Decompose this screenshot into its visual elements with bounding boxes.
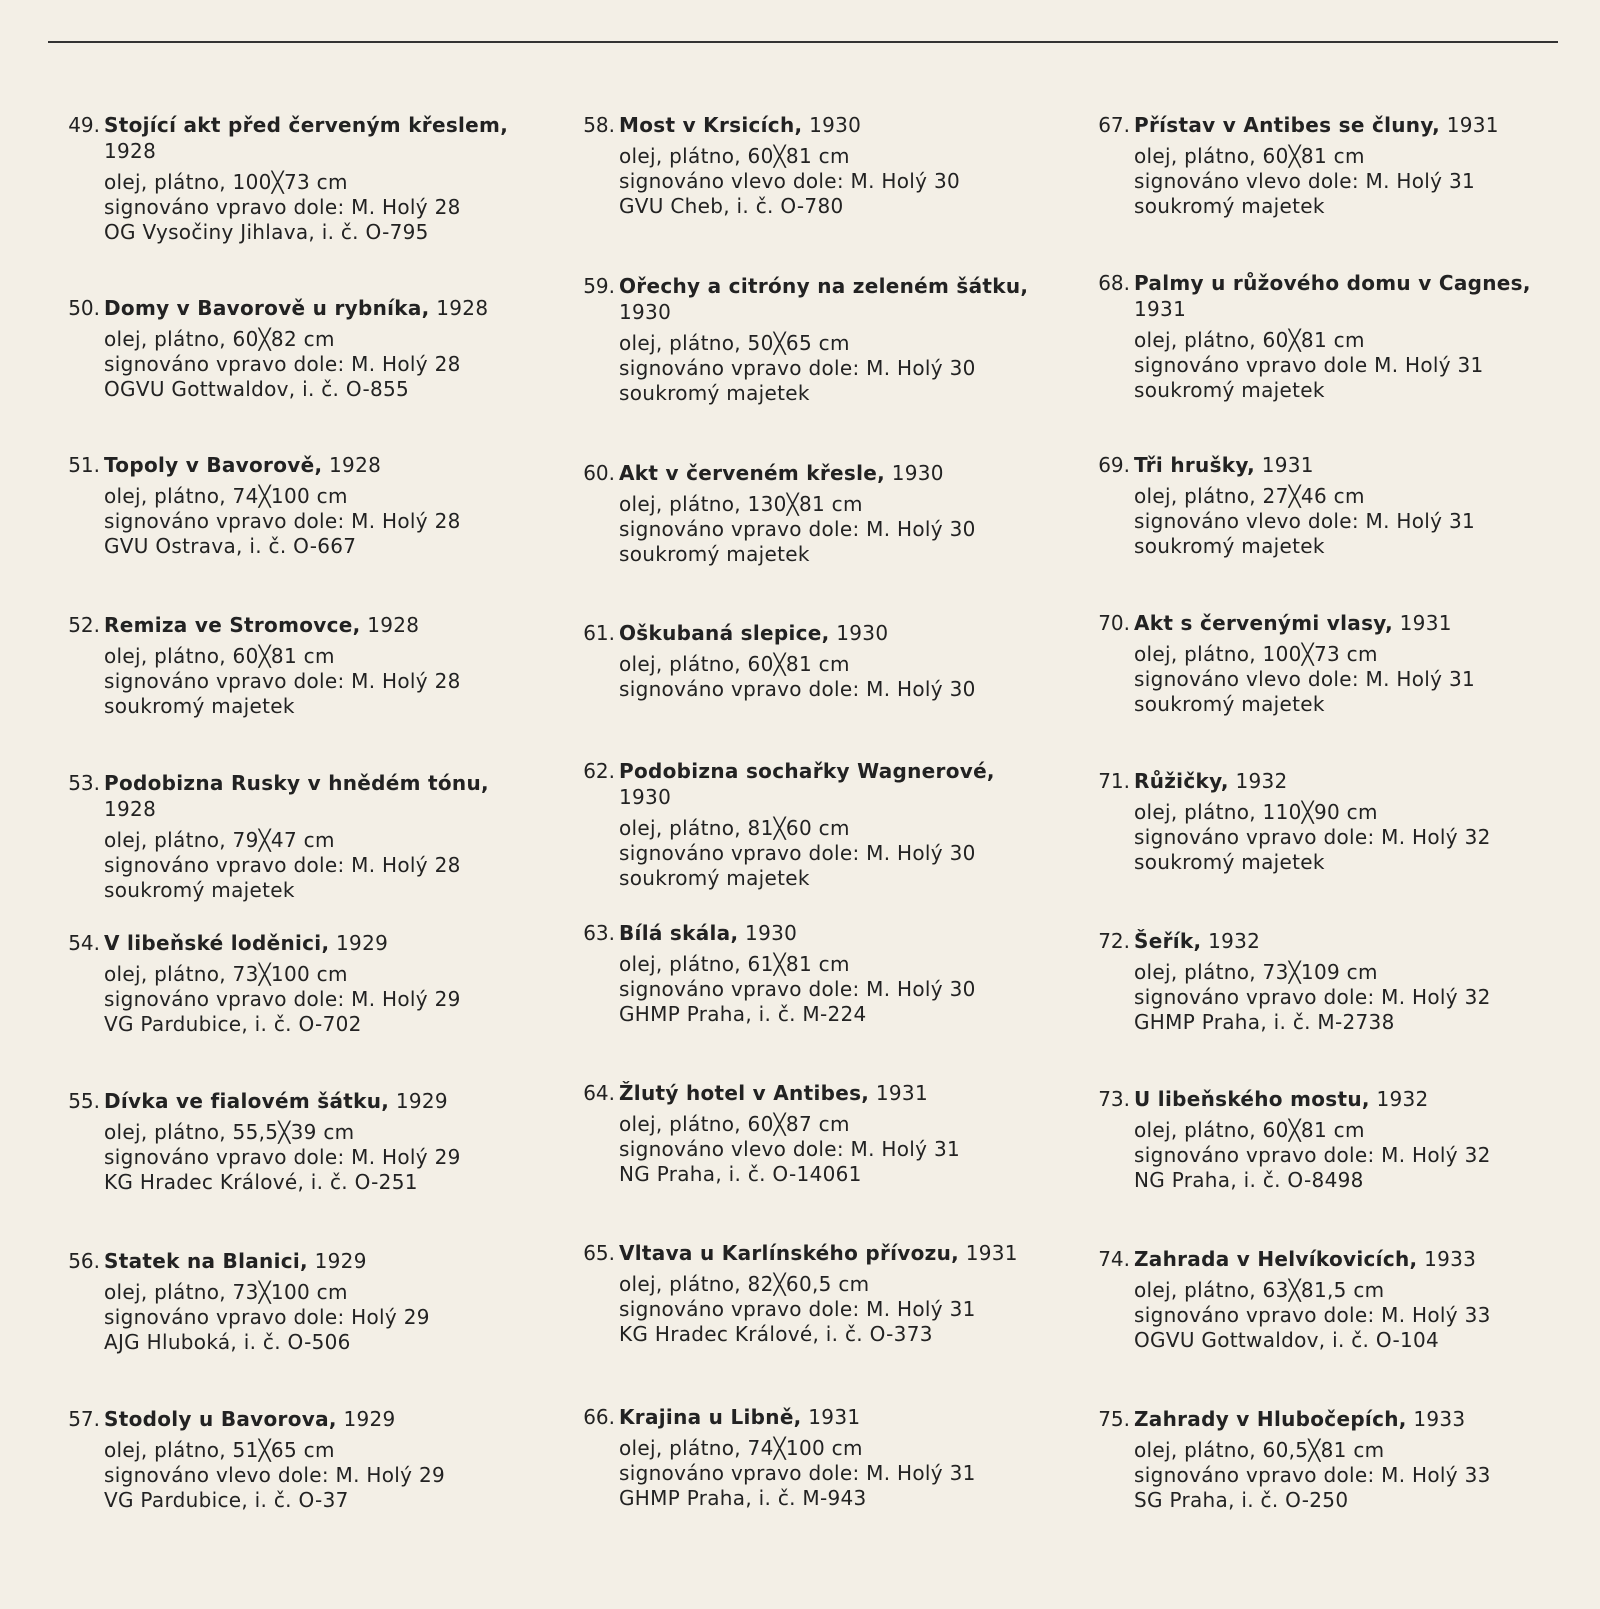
entry-title: Zahrady v Hlubočepích, xyxy=(1134,1407,1407,1431)
entry-medium: olej, plátno, 60╳81 cm xyxy=(104,644,335,668)
catalog-entry xyxy=(575,1080,1045,1187)
entry-location: GHMP Praha, i. č. M-224 xyxy=(619,1002,867,1026)
entry-number: 50. xyxy=(68,296,100,320)
catalog-entry xyxy=(575,112,1045,219)
entry-signature: signováno vlevo dole: M. Holý 30 xyxy=(619,169,961,193)
entry-title: Palmy u růžového domu v Cagnes, xyxy=(1134,271,1531,295)
entry-signature: signováno vpravo dole: M. Holý 33 xyxy=(1134,1303,1491,1327)
entry-location: GVU Ostrava, i. č. O-667 xyxy=(104,534,357,558)
entry-title: Statek na Blanici, xyxy=(104,1249,308,1273)
entry-title: V libeňské loděnici, xyxy=(104,931,330,955)
entry-year: 1931 xyxy=(1399,611,1452,635)
catalog-entry xyxy=(60,1406,530,1513)
entry-location: soukromý majetek xyxy=(1134,194,1325,218)
entry-location: soukromý majetek xyxy=(619,542,810,566)
entry-location: VG Pardubice, i. č. O-37 xyxy=(104,1488,349,1512)
catalog-entry xyxy=(575,1404,1045,1511)
entry-medium: olej, plátno, 60╳81 cm xyxy=(619,652,850,676)
entry-year: 1930 xyxy=(891,461,944,485)
entry-medium: olej, plátno, 130╳81 cm xyxy=(619,492,863,516)
catalog-entry xyxy=(60,295,530,402)
entry-title: Tři hrušky, xyxy=(1134,453,1256,477)
entry-number: 52. xyxy=(68,613,100,637)
catalog-entry xyxy=(575,273,1045,406)
entry-medium: olej, plátno, 74╳100 cm xyxy=(619,1436,863,1460)
entry-year: 1932 xyxy=(1376,1087,1429,1111)
entry-signature: signováno vpravo dole M. Holý 31 xyxy=(1134,353,1484,377)
entry-number: 70. xyxy=(1098,611,1130,635)
catalog-entry xyxy=(1090,1246,1560,1353)
entry-signature: signováno vpravo dole: M. Holý 29 xyxy=(104,1145,461,1169)
entry-title: Bílá skála, xyxy=(619,921,739,945)
entry-medium: olej, plátno, 79╳47 cm xyxy=(104,828,335,852)
entry-number: 60. xyxy=(583,461,615,485)
entry-title: Stojící akt před červeným křeslem, xyxy=(104,113,509,137)
entry-title: Akt v červeném křesle, xyxy=(619,461,886,485)
entry-medium: olej, plátno, 60,5╳81 cm xyxy=(1134,1438,1385,1462)
entry-signature: signováno vpravo dole: M. Holý 30 xyxy=(619,356,976,380)
entry-location: AJG Hluboká, i. č. O-506 xyxy=(104,1330,351,1354)
entry-number: 64. xyxy=(583,1081,615,1105)
entry-title: Dívka ve fialovém šátku, xyxy=(104,1089,390,1113)
entry-location: SG Praha, i. č. O-250 xyxy=(1134,1488,1349,1512)
entry-number: 75. xyxy=(1098,1407,1130,1431)
entry-medium: olej, plátno, 60╳81 cm xyxy=(1134,1118,1365,1142)
entry-medium: olej, plátno, 50╳65 cm xyxy=(619,331,850,355)
entry-number: 53. xyxy=(68,771,100,795)
entry-title: Růžičky, xyxy=(1134,769,1229,793)
entry-location: KG Hradec Králové, i. č. O-251 xyxy=(104,1170,418,1194)
entry-title: Remiza ve Stromovce, xyxy=(104,613,361,637)
entry-signature: signováno vlevo dole: M. Holý 31 xyxy=(619,1137,961,1161)
entry-location: soukromý majetek xyxy=(619,381,810,405)
entry-signature: signováno vpravo dole: M. Holý 32 xyxy=(1134,1143,1491,1167)
entry-signature: signováno vpravo dole: M. Holý 28 xyxy=(104,195,461,219)
entry-signature: signováno vpravo dole: M. Holý 32 xyxy=(1134,825,1491,849)
entry-number: 55. xyxy=(68,1089,100,1113)
entry-medium: olej, plátno, 61╳81 cm xyxy=(619,952,850,976)
entry-signature: signováno vlevo dole: M. Holý 31 xyxy=(1134,667,1476,691)
entry-location: OGVU Gottwaldov, i. č. O-104 xyxy=(1134,1328,1440,1352)
entry-year: 1933 xyxy=(1413,1407,1466,1431)
entry-signature: signováno vpravo dole: M. Holý 32 xyxy=(1134,985,1491,1009)
entry-location: OGVU Gottwaldov, i. č. O-855 xyxy=(104,377,410,401)
catalog-entry xyxy=(60,112,530,245)
entry-title: Šeřík, xyxy=(1134,929,1202,953)
entry-medium: olej, plátno, 110╳90 cm xyxy=(1134,800,1378,824)
entry-title: Topoly v Bavorově, xyxy=(104,453,323,477)
entry-year: 1930 xyxy=(836,621,889,645)
top-rule xyxy=(48,41,1558,43)
entry-signature: signováno vpravo dole: M. Holý 33 xyxy=(1134,1463,1491,1487)
catalog-entry xyxy=(60,770,530,903)
entry-medium: olej, plátno, 73╳100 cm xyxy=(104,962,348,986)
entry-signature: signováno vpravo dole: M. Holý 28 xyxy=(104,509,461,533)
entry-number: 51. xyxy=(68,453,100,477)
entry-signature: signováno vpravo dole: M. Holý 28 xyxy=(104,669,461,693)
entry-year: 1928 xyxy=(104,797,157,821)
entry-year: 1930 xyxy=(809,113,862,137)
entry-signature: signováno vpravo dole: M. Holý 28 xyxy=(104,853,461,877)
entry-number: 72. xyxy=(1098,929,1130,953)
entry-title: Oškubaná slepice, xyxy=(619,621,830,645)
entry-location: soukromý majetek xyxy=(1134,378,1325,402)
entry-title: Přístav v Antibes se čluny, xyxy=(1134,113,1441,137)
entry-year: 1929 xyxy=(395,1089,448,1113)
entry-year: 1931 xyxy=(1261,453,1314,477)
entry-location: KG Hradec Králové, i. č. O-373 xyxy=(619,1322,933,1346)
entry-title: Zahrada v Helvíkovicích, xyxy=(1134,1247,1418,1271)
entry-number: 71. xyxy=(1098,769,1130,793)
entry-number: 58. xyxy=(583,113,615,137)
entry-year: 1928 xyxy=(104,139,157,163)
catalog-entry xyxy=(60,452,530,559)
entry-year: 1931 xyxy=(1446,113,1499,137)
entry-medium: olej, plátno, 60╳82 cm xyxy=(104,327,335,351)
entry-location: OG Vysočiny Jihlava, i. č. O-795 xyxy=(104,220,429,244)
catalog-entry xyxy=(1090,1086,1560,1193)
entry-medium: olej, plátno, 73╳100 cm xyxy=(104,1280,348,1304)
entry-signature: signováno vpravo dole: M. Holý 29 xyxy=(104,987,461,1011)
catalog-entry xyxy=(1090,768,1560,875)
entry-year: 1931 xyxy=(965,1241,1018,1265)
entry-title: Krajina u Libně, xyxy=(619,1405,802,1429)
entry-number: 56. xyxy=(68,1249,100,1273)
entry-location: GHMP Praha, i. č. M-943 xyxy=(619,1486,867,1510)
entry-title: Žlutý hotel v Antibes, xyxy=(619,1081,870,1105)
entry-signature: signováno vlevo dole: M. Holý 31 xyxy=(1134,509,1476,533)
entry-year: 1928 xyxy=(436,296,489,320)
entry-medium: olej, plátno, 100╳73 cm xyxy=(104,170,348,194)
entry-year: 1930 xyxy=(745,921,798,945)
entry-medium: olej, plátno, 60╳81 cm xyxy=(1134,144,1365,168)
entry-medium: olej, plátno, 74╳100 cm xyxy=(104,484,348,508)
entry-number: 74. xyxy=(1098,1247,1130,1271)
entry-number: 57. xyxy=(68,1407,100,1431)
entry-number: 63. xyxy=(583,921,615,945)
catalog-entry xyxy=(1090,928,1560,1035)
entry-medium: olej, plátno, 55,5╳39 cm xyxy=(104,1120,355,1144)
entry-title: Vltava u Karlínského přívozu, xyxy=(619,1241,960,1265)
catalog-entry xyxy=(575,460,1045,567)
catalog-entry xyxy=(575,1240,1045,1347)
entry-medium: olej, plátno, 63╳81,5 cm xyxy=(1134,1278,1385,1302)
entry-location: GHMP Praha, i. č. M-2738 xyxy=(1134,1010,1395,1034)
catalog-entry xyxy=(575,920,1045,1027)
entry-year: 1931 xyxy=(1134,297,1187,321)
entry-year: 1933 xyxy=(1424,1247,1477,1271)
entry-signature: signováno vpravo dole: M. Holý 30 xyxy=(619,517,976,541)
entry-medium: olej, plátno, 81╳60 cm xyxy=(619,816,850,840)
entry-signature: signováno vlevo dole: M. Holý 29 xyxy=(104,1463,446,1487)
entry-year: 1928 xyxy=(367,613,420,637)
entry-number: 68. xyxy=(1098,271,1130,295)
catalog-entry xyxy=(60,1088,530,1195)
entry-title: Most v Krsicích, xyxy=(619,113,803,137)
entry-year: 1929 xyxy=(343,1407,396,1431)
catalog-entry xyxy=(1090,270,1560,403)
entry-title: Domy v Bavorově u rybníka, xyxy=(104,296,430,320)
entry-location: NG Praha, i. č. O-8498 xyxy=(1134,1168,1364,1192)
entry-location: soukromý majetek xyxy=(104,694,295,718)
entry-location: NG Praha, i. č. O-14061 xyxy=(619,1162,862,1186)
entry-medium: olej, plátno, 60╳81 cm xyxy=(619,144,850,168)
catalog-entry xyxy=(1090,1406,1560,1513)
entry-location: GVU Cheb, i. č. O-780 xyxy=(619,194,844,218)
entry-location: soukromý majetek xyxy=(1134,850,1325,874)
entry-number: 73. xyxy=(1098,1087,1130,1111)
entry-signature: signováno vpravo dole: M. Holý 31 xyxy=(619,1461,976,1485)
entry-location: soukromý majetek xyxy=(1134,534,1325,558)
entry-title: Podobizna sochařky Wagnerové, xyxy=(619,759,995,783)
entry-medium: olej, plátno, 73╳109 cm xyxy=(1134,960,1378,984)
entry-signature: signováno vpravo dole: M. Holý 28 xyxy=(104,352,461,376)
entry-signature: signováno vlevo dole: M. Holý 31 xyxy=(1134,169,1476,193)
entry-medium: olej, plátno, 60╳81 cm xyxy=(1134,328,1365,352)
entry-medium: olej, plátno, 27╳46 cm xyxy=(1134,484,1365,508)
entry-number: 59. xyxy=(583,274,615,298)
entry-medium: olej, plátno, 51╳65 cm xyxy=(104,1438,335,1462)
entry-number: 61. xyxy=(583,621,615,645)
entry-year: 1931 xyxy=(875,1081,928,1105)
entry-signature: signováno vpravo dole: Holý 29 xyxy=(104,1305,430,1329)
catalog-entry xyxy=(60,612,530,719)
entry-number: 67. xyxy=(1098,113,1130,137)
entry-number: 49. xyxy=(68,113,100,137)
entry-title: U libeňského mostu, xyxy=(1134,1087,1370,1111)
entry-title: Podobizna Rusky v hnědém tónu, xyxy=(104,771,489,795)
entry-number: 62. xyxy=(583,759,615,783)
entry-year: 1929 xyxy=(314,1249,367,1273)
catalog-entry xyxy=(575,758,1045,891)
entry-medium: olej, plátno, 100╳73 cm xyxy=(1134,642,1378,666)
entry-year: 1928 xyxy=(329,453,382,477)
catalog-entry xyxy=(60,930,530,1037)
catalog-entry xyxy=(60,1248,530,1355)
entry-signature: signováno vpravo dole: M. Holý 30 xyxy=(619,677,976,701)
entry-medium: olej, plátno, 60╳87 cm xyxy=(619,1112,850,1136)
entry-location: soukromý majetek xyxy=(619,866,810,890)
catalog-entry xyxy=(1090,610,1560,717)
catalog-entry xyxy=(1090,112,1560,219)
entry-year: 1932 xyxy=(1208,929,1261,953)
entry-number: 54. xyxy=(68,931,100,955)
entry-title: Akt s červenými vlasy, xyxy=(1134,611,1393,635)
entry-signature: signováno vpravo dole: M. Holý 30 xyxy=(619,841,976,865)
entry-title: Ořechy a citróny na zeleném šátku, xyxy=(619,274,1029,298)
entry-year: 1930 xyxy=(619,300,672,324)
entry-number: 65. xyxy=(583,1241,615,1265)
entry-signature: signováno vpravo dole: M. Holý 30 xyxy=(619,977,976,1001)
catalog-entry xyxy=(575,620,1045,702)
entry-year: 1929 xyxy=(336,931,389,955)
entry-year: 1932 xyxy=(1235,769,1288,793)
entry-location: VG Pardubice, i. č. O-702 xyxy=(104,1012,362,1036)
entry-number: 69. xyxy=(1098,453,1130,477)
entry-number: 66. xyxy=(583,1405,615,1429)
entry-location: soukromý majetek xyxy=(1134,692,1325,716)
catalog-entry xyxy=(1090,452,1560,559)
entry-medium: olej, plátno, 82╳60,5 cm xyxy=(619,1272,870,1296)
entry-signature: signováno vpravo dole: M. Holý 31 xyxy=(619,1297,976,1321)
entry-year: 1931 xyxy=(808,1405,861,1429)
entry-year: 1930 xyxy=(619,785,672,809)
entry-location: soukromý majetek xyxy=(104,878,295,902)
entry-title: Stodoly u Bavorova, xyxy=(104,1407,337,1431)
